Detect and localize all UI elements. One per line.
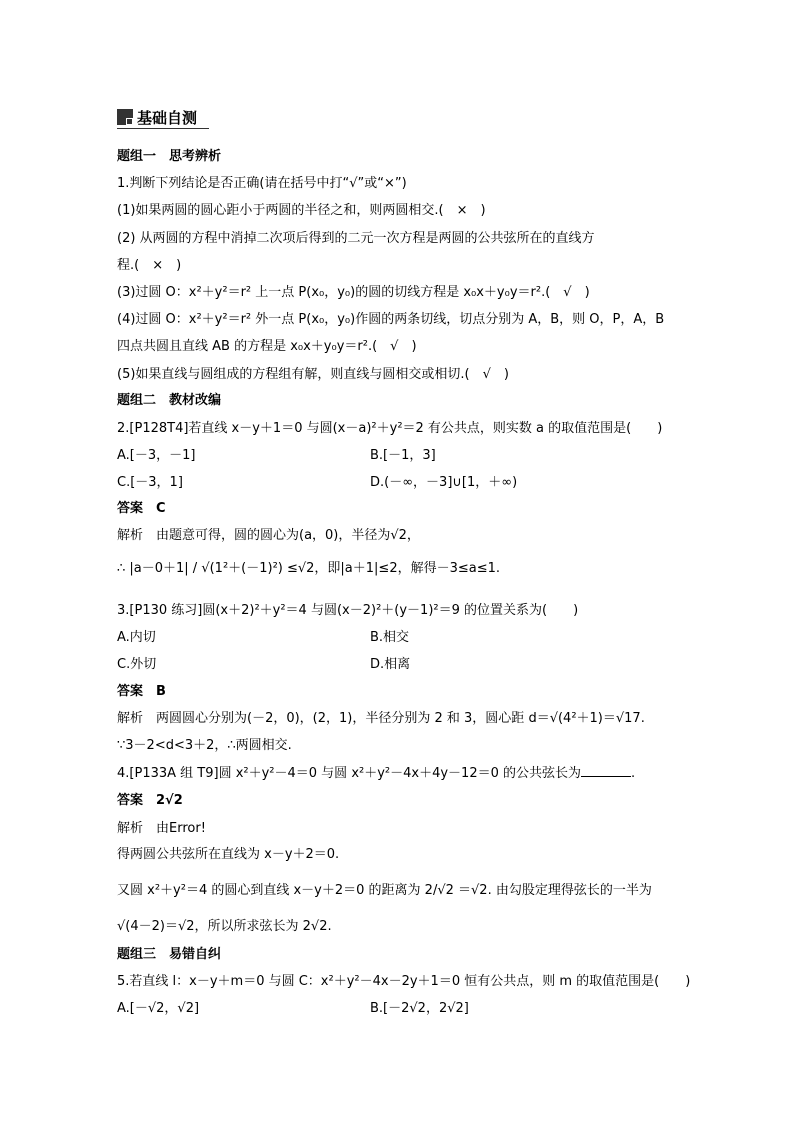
option-q3-a: A.内切 <box>117 630 156 645</box>
section-square-icon <box>117 109 133 125</box>
section-divider <box>117 128 209 129</box>
question-1-item-2-cont: 程.( × ) <box>117 258 182 273</box>
option-q3-b: B.相交 <box>370 630 410 645</box>
section-title: 基础自测 <box>137 108 198 127</box>
section-header <box>117 106 197 128</box>
question-3: 3.[P130 练习]圆(x＋2)²＋y²＝4 与圆(x－2)²＋(y－1)²＝9 的位置关系为( ) <box>117 603 579 618</box>
option-q2-a: A.[－3，－1] <box>117 448 196 463</box>
option-q3-c: C.外切 <box>117 657 157 672</box>
question-4-text: 4.[P133A 组 T9]圆 x²＋y²－4＝0 与圆 x²＋y²－4x＋4y－12＝0 的公共弦长为 <box>117 766 582 781</box>
question-1-item-2: (2) 从两圆的方程中消掉二次项后得到的二元一次方程是两圆的公共弦所在的直线方 <box>117 231 595 246</box>
solution-q2-line2: ∴ |a－0＋1| / √(1²＋(－1)²) ≤√2，即|a＋1|≤2，解得－3≤a≤1. <box>117 561 501 576</box>
answer-blank <box>581 764 631 777</box>
answer-q3: 答案 B <box>117 684 166 699</box>
group-heading-2: 题组二 教材改编 <box>117 393 222 408</box>
option-q3-d: D.相离 <box>370 657 411 672</box>
option-q2-c: C.[－3，1] <box>117 475 183 490</box>
solution-q4-line3: 又圆 x²＋y²＝4 的圆心到直线 x－y＋2＝0 的距离为 2/√2 ＝√2. 由勾股定理得弦长的一半为 <box>117 883 652 898</box>
option-q2-d: D.(－∞，－3]∪[1，＋∞) <box>370 475 518 490</box>
question-1-item-1: (1)如果两圆的圆心距小于两圆的半径之和，则两圆相交.( × ) <box>117 203 486 218</box>
solution-q2-line1: 解析 由题意可得，圆的圆心为(a，0)，半径为√2， <box>117 528 420 543</box>
question-5: 5.若直线 l：x－y＋m＝0 与圆 C：x²＋y²－4x－2y＋1＝0 恒有公共点，则 m 的取值范围是( ) <box>117 974 691 989</box>
solution-q4-line2: 得两圆公共弦所在直线为 x－y＋2＝0. <box>117 847 340 862</box>
group-heading-1: 题组一 思考辨析 <box>117 149 222 164</box>
question-1-item-4-cont: 四点共圆且直线 AB 的方程是 x₀x＋y₀y＝r².( √ ) <box>117 339 417 354</box>
answer-q2: 答案 C <box>117 501 166 516</box>
question-1-item-4: (4)过圆 O：x²＋y²＝r² 外一点 P(x₀，y₀)作圆的两条切线，切点分别为 A，B，则 O，P，A，B <box>117 312 665 327</box>
question-1: 1.判断下列结论是否正确(请在括号中打“√”或“×”) <box>117 176 407 191</box>
question-4: 4.[P133A 组 T9]圆 x²＋y²－4＝0 与圆 x²＋y²－4x＋4y－12＝0 的公共弦长为 . <box>117 766 636 781</box>
option-q2-b: B.[－1，3] <box>370 448 436 463</box>
solution-q3-line2: ∵3－2<d<3＋2，∴两圆相交. <box>117 738 292 753</box>
option-q5-a: A.[－√2，√2] <box>117 1001 200 1016</box>
group-heading-3: 题组三 易错自纠 <box>117 947 222 962</box>
answer-q4: 答案 2√2 <box>117 793 183 808</box>
option-q5-b: B.[－2√2，2√2] <box>370 1001 469 1016</box>
question-2: 2.[P128T4]若直线 x－y＋1＝0 与圆(x－a)²＋y²＝2 有公共点，则实数 a 的取值范围是( ) <box>117 421 663 436</box>
question-1-item-5: (5)如果直线与圆组成的方程组有解，则直线与圆相交或相切.( √ ) <box>117 367 509 382</box>
solution-q3-line1: 解析 两圆圆心分别为(－2，0)，(2，1)，半径分别为 2 和 3，圆心距 d＝√(4²＋1)＝√17. <box>117 711 645 726</box>
question-1-item-3: (3)过圆 O：x²＋y²＝r² 上一点 P(x₀，y₀)的圆的切线方程是 x₀x＋y₀y＝r².( √ ) <box>117 285 590 300</box>
solution-q4-line1: 解析 由Error! <box>117 821 206 836</box>
solution-q4-line4: √(4－2)＝√2，所以所求弦长为 2√2. <box>117 919 332 934</box>
